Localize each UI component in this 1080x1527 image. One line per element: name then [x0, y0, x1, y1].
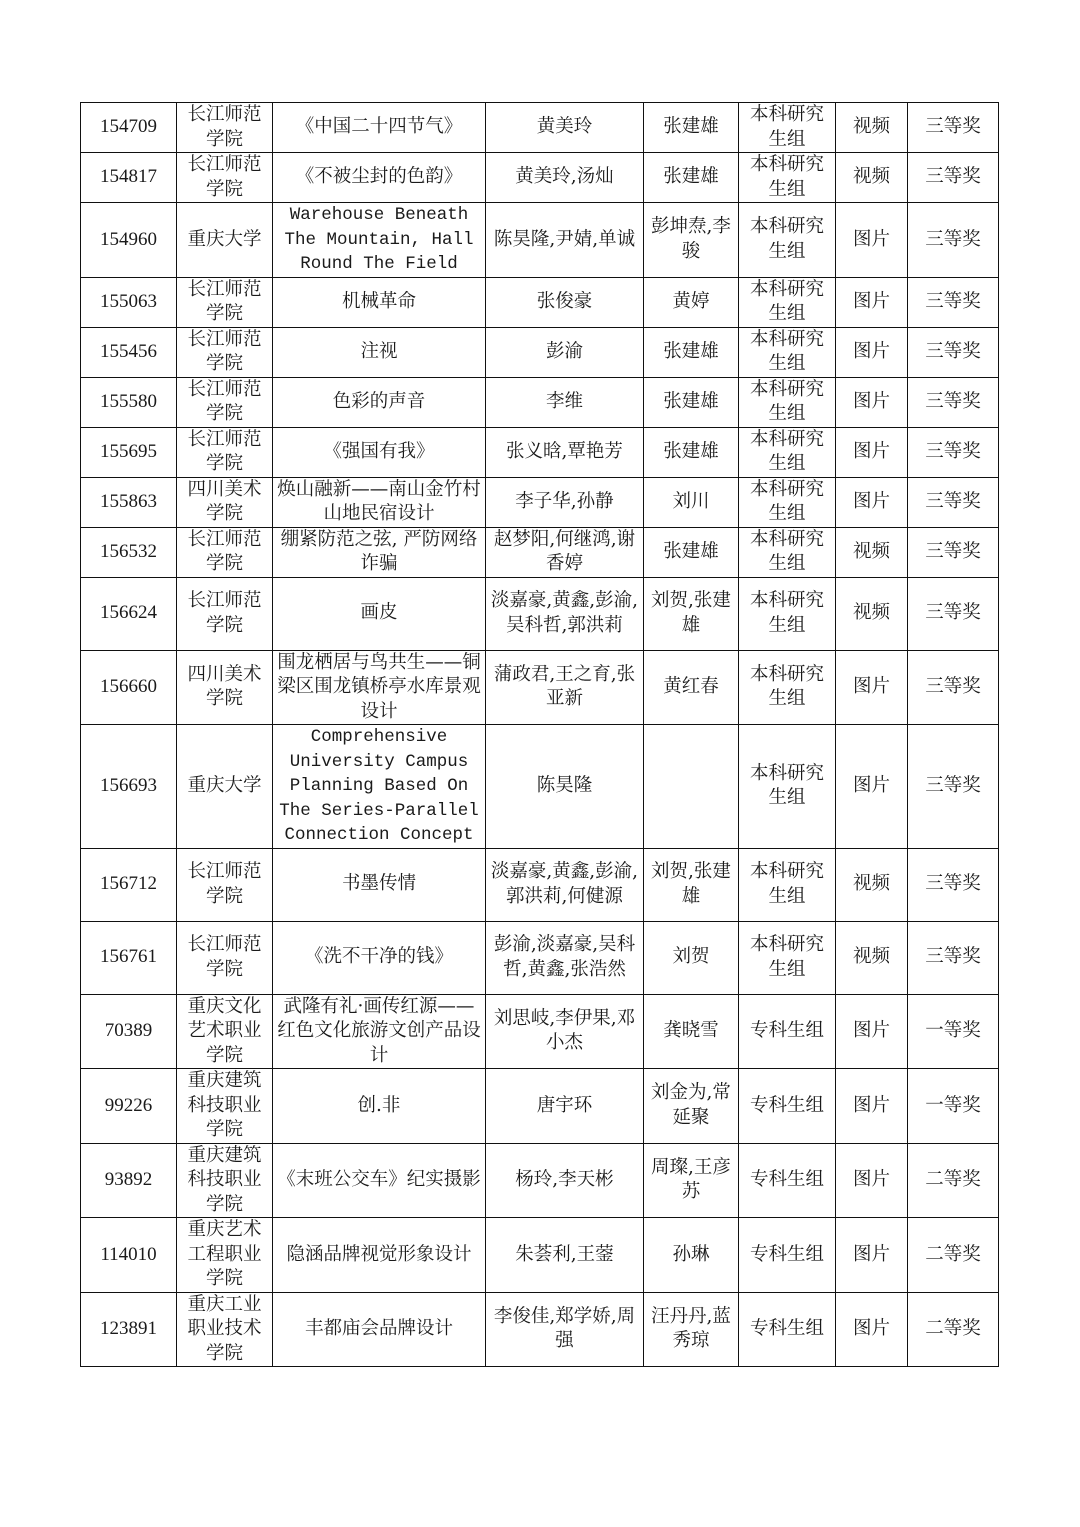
cell-advisor: 孙琳: [644, 1218, 739, 1293]
cell-entry-id: 114010: [81, 1218, 177, 1293]
cell-entry-id: 156712: [81, 848, 177, 921]
cell-work-type: 图片: [836, 1292, 908, 1367]
cell-work-title: 武隆有礼·画传红源——红色文化旅游文创产品设计: [273, 994, 486, 1069]
cell-award: 三等奖: [908, 377, 999, 427]
cell-authors: 淡嘉豪,黄鑫,彭渝,郭洪莉,何健源: [486, 848, 644, 921]
table-row: [81, 477, 999, 527]
cell-group: 本科研究生组: [739, 277, 836, 327]
cell-authors: 陈昊隆: [486, 725, 644, 849]
cell-award: 三等奖: [908, 327, 999, 377]
cell-group: 本科研究生组: [739, 921, 836, 994]
cell-school: 重庆工业职业技术学院: [177, 1292, 273, 1367]
cell-authors: 蒲政君,王之育,张亚新: [486, 650, 644, 725]
cell-work-type: 图片: [836, 477, 908, 527]
cell-work-title: 《中国二十四节气》: [273, 103, 486, 153]
cell-award: 三等奖: [908, 921, 999, 994]
cell-work-type: 图片: [836, 994, 908, 1069]
cell-work-title: Warehouse Beneath The Mountain, Hall Round The Field: [273, 203, 486, 278]
cell-work-title: 《洗不干净的钱》: [273, 921, 486, 994]
cell-group: 本科研究生组: [739, 848, 836, 921]
cell-award: 三等奖: [908, 477, 999, 527]
cell-authors: 刘思岐,李伊果,邓小杰: [486, 994, 644, 1069]
cell-authors: 李维: [486, 377, 644, 427]
cell-work-type: 图片: [836, 203, 908, 278]
cell-entry-id: 156624: [81, 577, 177, 650]
cell-group: 本科研究生组: [739, 650, 836, 725]
cell-school: 长江师范学院: [177, 153, 273, 203]
table-row: [81, 725, 999, 849]
table-row: [81, 1292, 999, 1367]
cell-group: 专科生组: [739, 994, 836, 1069]
cell-work-type: 图片: [836, 650, 908, 725]
cell-award: 三等奖: [908, 848, 999, 921]
cell-school: 长江师范学院: [177, 848, 273, 921]
cell-entry-id: 154709: [81, 103, 177, 153]
cell-work-type: 视频: [836, 577, 908, 650]
cell-award: 三等奖: [908, 725, 999, 849]
cell-work-title: 画皮: [273, 577, 486, 650]
cell-school: 长江师范学院: [177, 277, 273, 327]
cell-entry-id: 93892: [81, 1143, 177, 1218]
table-row: [81, 527, 999, 577]
cell-authors: 唐宇环: [486, 1069, 644, 1144]
cell-work-title: 色彩的声音: [273, 377, 486, 427]
cell-advisor: 张建雄: [644, 153, 739, 203]
cell-award: 三等奖: [908, 577, 999, 650]
cell-authors: 张俊豪: [486, 277, 644, 327]
cell-entry-id: 156693: [81, 725, 177, 849]
cell-work-type: 图片: [836, 277, 908, 327]
table-row: [81, 153, 999, 203]
cell-advisor: 黄婷: [644, 277, 739, 327]
cell-entry-id: 155063: [81, 277, 177, 327]
cell-entry-id: 70389: [81, 994, 177, 1069]
table-row: [81, 427, 999, 477]
table-row: [81, 650, 999, 725]
cell-work-type: 图片: [836, 377, 908, 427]
cell-award: 一等奖: [908, 994, 999, 1069]
cell-school: 四川美术学院: [177, 477, 273, 527]
cell-work-title: 焕山融新——南山金竹村山地民宿设计: [273, 477, 486, 527]
cell-group: 本科研究生组: [739, 477, 836, 527]
cell-authors: 杨玲,李天彬: [486, 1143, 644, 1218]
cell-work-type: 视频: [836, 103, 908, 153]
table-body: [81, 103, 999, 1367]
cell-award: 三等奖: [908, 427, 999, 477]
table-row: [81, 377, 999, 427]
cell-entry-id: 155863: [81, 477, 177, 527]
cell-advisor: 张建雄: [644, 327, 739, 377]
cell-group: 本科研究生组: [739, 103, 836, 153]
cell-group: 本科研究生组: [739, 725, 836, 849]
cell-school: 四川美术学院: [177, 650, 273, 725]
cell-group: 专科生组: [739, 1218, 836, 1293]
cell-school: 重庆大学: [177, 725, 273, 849]
cell-work-title: 围龙栖居与鸟共生——铜梁区围龙镇桥亭水库景观设计: [273, 650, 486, 725]
table-row: [81, 1069, 999, 1144]
cell-award: 三等奖: [908, 203, 999, 278]
cell-group: 本科研究生组: [739, 527, 836, 577]
cell-entry-id: 123891: [81, 1292, 177, 1367]
cell-school: 重庆艺术工程职业学院: [177, 1218, 273, 1293]
cell-entry-id: 156532: [81, 527, 177, 577]
cell-award: 三等奖: [908, 277, 999, 327]
cell-entry-id: 156761: [81, 921, 177, 994]
cell-award: 二等奖: [908, 1218, 999, 1293]
cell-work-title: 隐涵品牌视觉形象设计: [273, 1218, 486, 1293]
cell-work-type: 图片: [836, 327, 908, 377]
table-row: [81, 203, 999, 278]
cell-advisor: 黄红春: [644, 650, 739, 725]
cell-work-title: 丰都庙会品牌设计: [273, 1292, 486, 1367]
cell-advisor: 刘金为,常延聚: [644, 1069, 739, 1144]
cell-authors: 黄美玲: [486, 103, 644, 153]
cell-school: 长江师范学院: [177, 327, 273, 377]
cell-award: 二等奖: [908, 1143, 999, 1218]
cell-work-type: 视频: [836, 848, 908, 921]
table-row: [81, 327, 999, 377]
cell-authors: 彭渝,淡嘉豪,吴科哲,黄鑫,张浩然: [486, 921, 644, 994]
cell-work-title: 创.非: [273, 1069, 486, 1144]
cell-school: 长江师范学院: [177, 921, 273, 994]
cell-award: 三等奖: [908, 153, 999, 203]
award-results-table: [80, 102, 999, 1367]
cell-award: 三等奖: [908, 103, 999, 153]
cell-work-type: 图片: [836, 1069, 908, 1144]
cell-work-title: Comprehensive University Campus Planning Based On The Series-Parallel Connection Concept: [273, 725, 486, 849]
cell-group: 专科生组: [739, 1069, 836, 1144]
cell-advisor: 刘贺,张建雄: [644, 848, 739, 921]
table-row: [81, 994, 999, 1069]
cell-work-title: 书墨传情: [273, 848, 486, 921]
cell-school: 长江师范学院: [177, 577, 273, 650]
cell-authors: 黄美玲,汤灿: [486, 153, 644, 203]
cell-entry-id: 155456: [81, 327, 177, 377]
cell-authors: 赵梦阳,何继鸿,谢香婷: [486, 527, 644, 577]
cell-award: 二等奖: [908, 1292, 999, 1367]
cell-advisor: 龚晓雪: [644, 994, 739, 1069]
cell-entry-id: 155695: [81, 427, 177, 477]
cell-work-title: 绷紧防范之弦, 严防网络诈骗: [273, 527, 486, 577]
cell-work-title: 注视: [273, 327, 486, 377]
cell-advisor: 张建雄: [644, 527, 739, 577]
cell-group: 本科研究生组: [739, 377, 836, 427]
cell-advisor: 张建雄: [644, 377, 739, 427]
cell-entry-id: 155580: [81, 377, 177, 427]
cell-entry-id: 154960: [81, 203, 177, 278]
cell-authors: 李俊佳,郑学娇,周强: [486, 1292, 644, 1367]
cell-entry-id: 99226: [81, 1069, 177, 1144]
cell-award: 三等奖: [908, 650, 999, 725]
cell-work-title: 机械革命: [273, 277, 486, 327]
cell-work-title: 《不被尘封的色韵》: [273, 153, 486, 203]
cell-advisor: 刘川: [644, 477, 739, 527]
cell-entry-id: 154817: [81, 153, 177, 203]
cell-advisor: 汪丹丹,蓝秀琼: [644, 1292, 739, 1367]
cell-award: 三等奖: [908, 527, 999, 577]
cell-authors: 李子华,孙静: [486, 477, 644, 527]
table-row: [81, 277, 999, 327]
cell-group: 本科研究生组: [739, 577, 836, 650]
cell-advisor: 张建雄: [644, 427, 739, 477]
cell-school: 长江师范学院: [177, 377, 273, 427]
cell-work-type: 视频: [836, 527, 908, 577]
cell-award: 一等奖: [908, 1069, 999, 1144]
cell-group: 本科研究生组: [739, 427, 836, 477]
table-row: [81, 577, 999, 650]
cell-work-type: 视频: [836, 153, 908, 203]
cell-work-type: 图片: [836, 1218, 908, 1293]
cell-authors: 陈昊隆,尹婧,单诚: [486, 203, 644, 278]
cell-advisor: 刘贺,张建雄: [644, 577, 739, 650]
cell-work-title: 《末班公交车》纪实摄影: [273, 1143, 486, 1218]
cell-school: 重庆建筑科技职业学院: [177, 1069, 273, 1144]
cell-school: 重庆文化艺术职业学院: [177, 994, 273, 1069]
cell-school: 长江师范学院: [177, 103, 273, 153]
cell-work-type: 图片: [836, 725, 908, 849]
cell-school: 重庆大学: [177, 203, 273, 278]
cell-group: 本科研究生组: [739, 153, 836, 203]
cell-authors: 朱荟利,王蓥: [486, 1218, 644, 1293]
cell-work-type: 图片: [836, 1143, 908, 1218]
cell-work-type: 图片: [836, 427, 908, 477]
cell-group: 本科研究生组: [739, 203, 836, 278]
table-row: [81, 921, 999, 994]
cell-advisor: 周璨,王彦苏: [644, 1143, 739, 1218]
cell-school: 重庆建筑科技职业学院: [177, 1143, 273, 1218]
cell-entry-id: 156660: [81, 650, 177, 725]
cell-authors: 彭渝: [486, 327, 644, 377]
cell-group: 本科研究生组: [739, 327, 836, 377]
cell-advisor: 彭坤焘,李骏: [644, 203, 739, 278]
cell-advisor: 刘贺: [644, 921, 739, 994]
cell-authors: 张义晗,覃艳芳: [486, 427, 644, 477]
cell-work-type: 视频: [836, 921, 908, 994]
table-row: [81, 848, 999, 921]
table-row: [81, 1218, 999, 1293]
cell-work-title: 《强国有我》: [273, 427, 486, 477]
cell-group: 专科生组: [739, 1292, 836, 1367]
cell-school: 长江师范学院: [177, 427, 273, 477]
table-row: [81, 1143, 999, 1218]
cell-advisor: [644, 725, 739, 849]
cell-authors: 淡嘉豪,黄鑫,彭渝,吴科哲,郭洪莉: [486, 577, 644, 650]
cell-advisor: 张建雄: [644, 103, 739, 153]
cell-school: 长江师范学院: [177, 527, 273, 577]
table-row: [81, 103, 999, 153]
cell-group: 专科生组: [739, 1143, 836, 1218]
